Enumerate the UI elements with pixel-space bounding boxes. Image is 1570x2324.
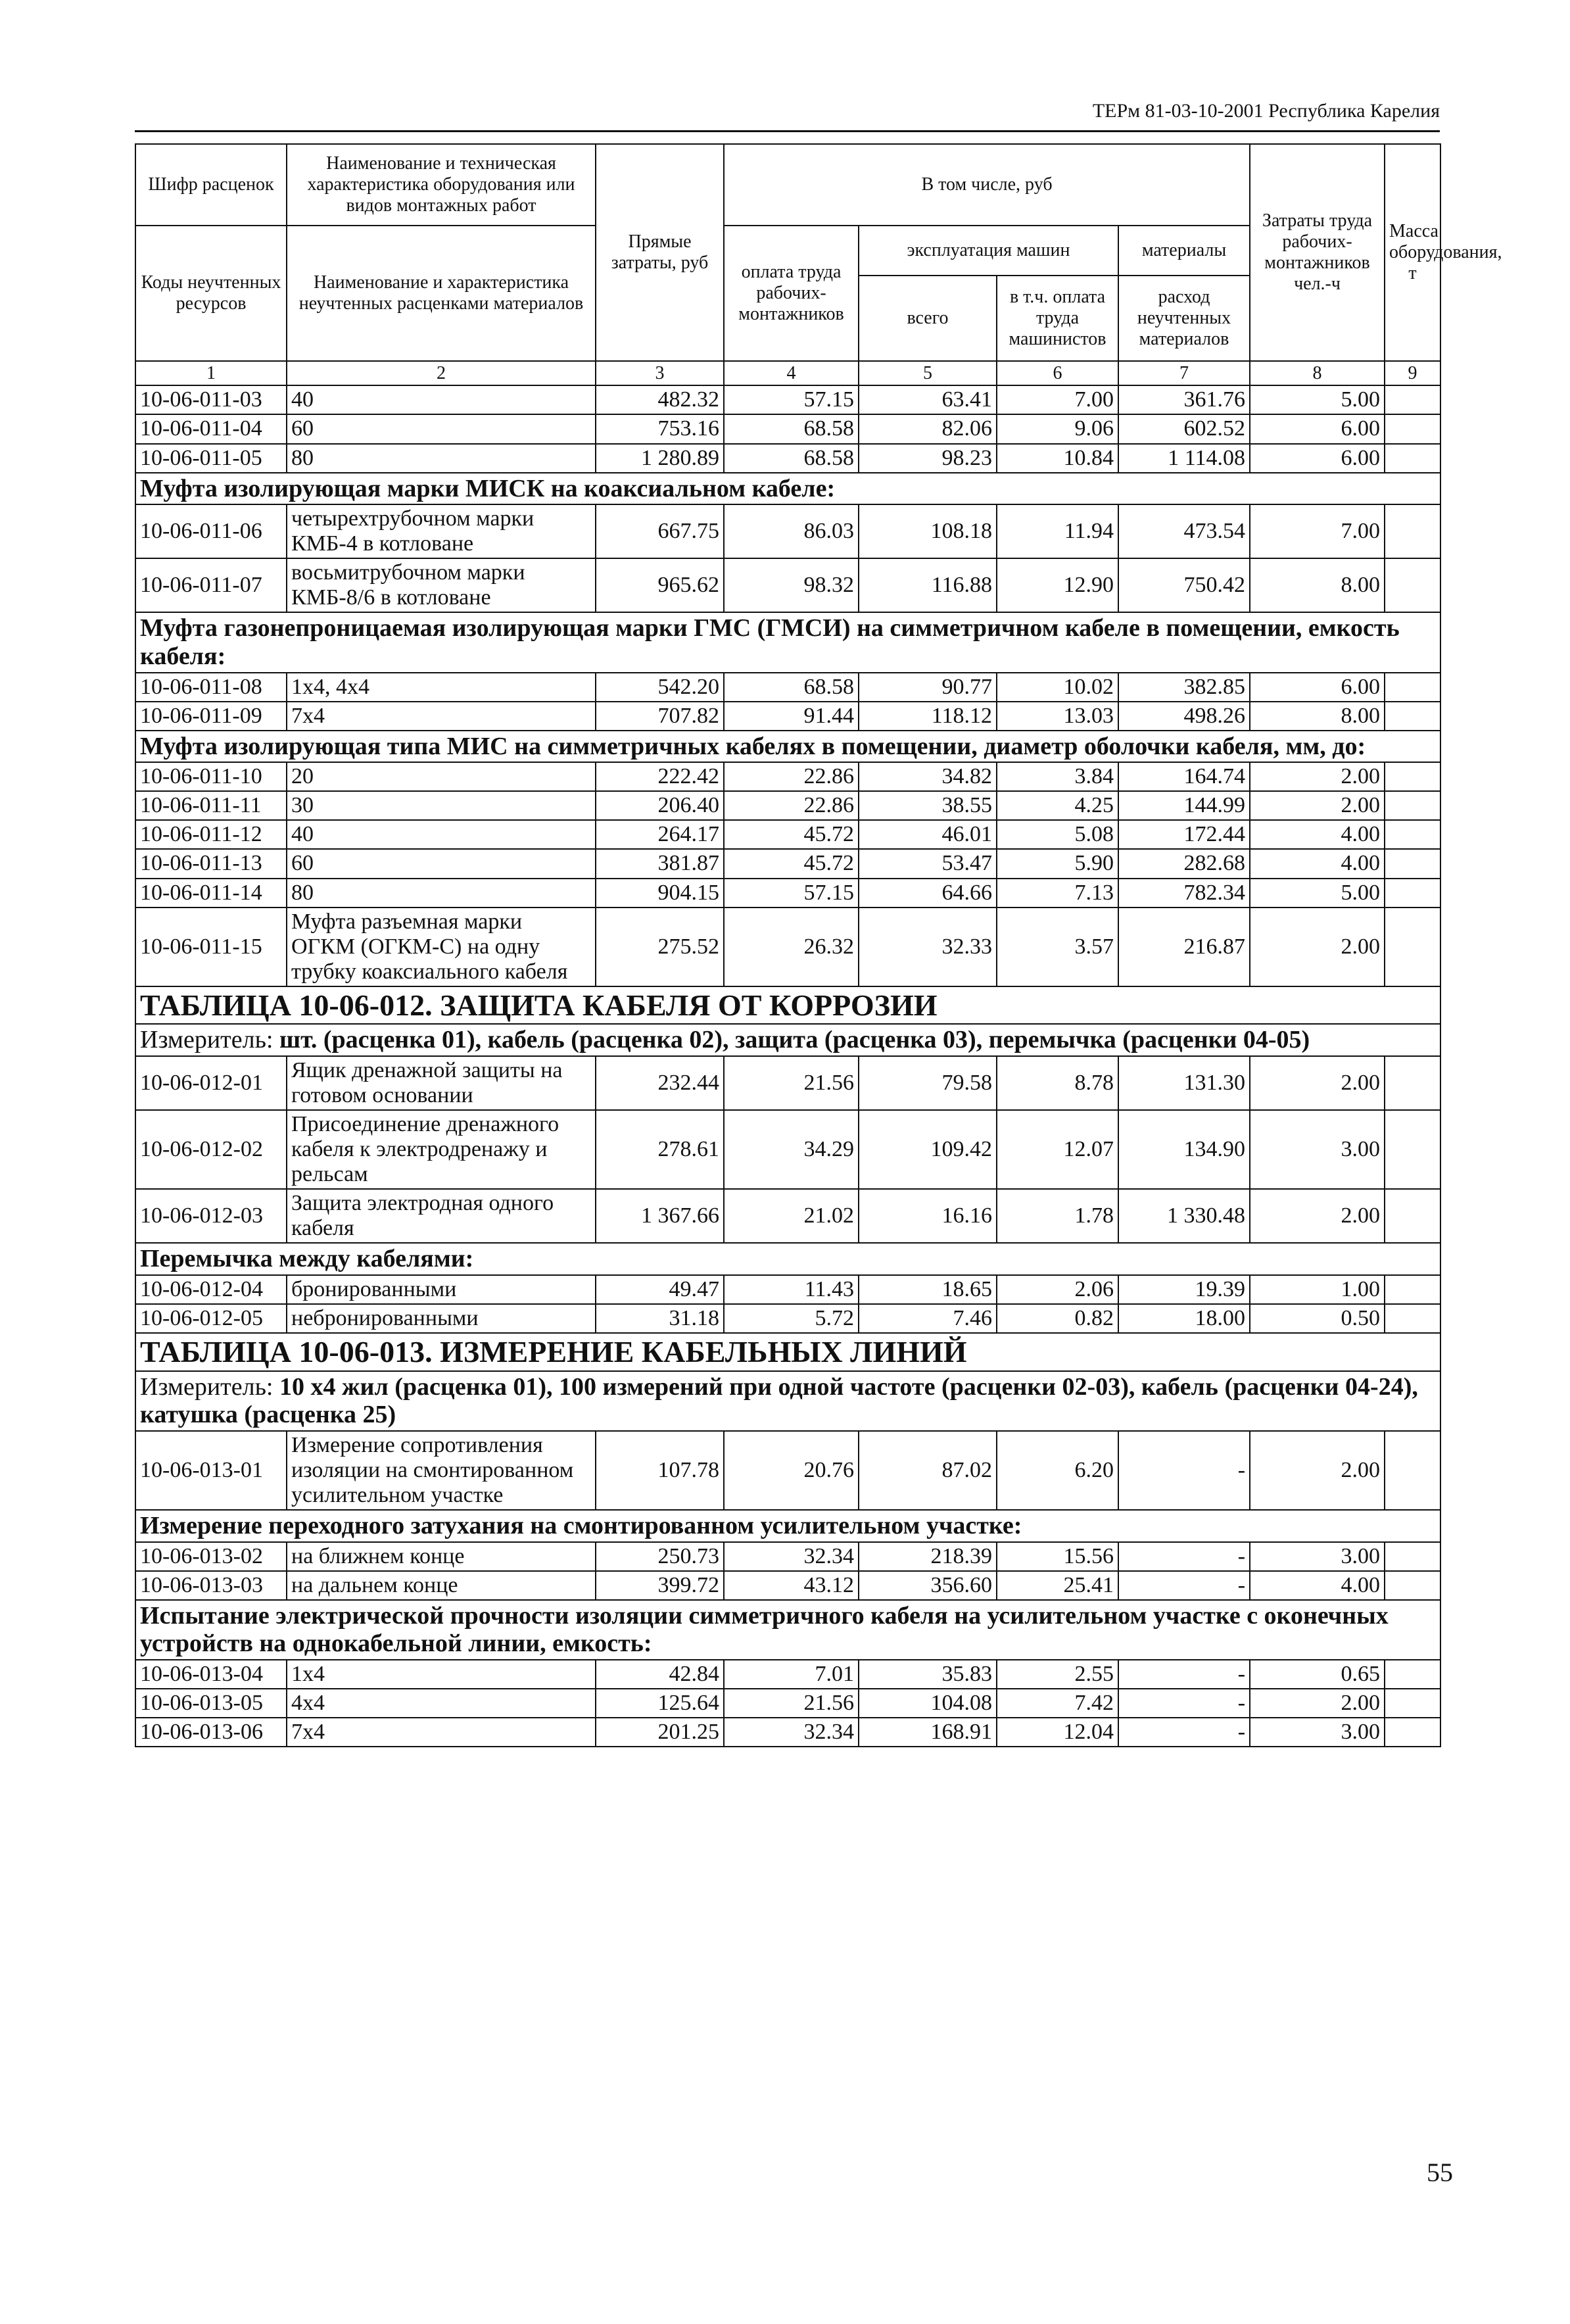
- rate-name: небронированными: [287, 1304, 596, 1333]
- table-row: [135, 849, 1440, 878]
- machines-wage: 1.78: [997, 1189, 1118, 1243]
- table-title: ТАБЛИЦА 10-06-012. ЗАЩИТА КАБЕЛЯ ОТ КОРРОЗИИ: [135, 986, 1440, 1025]
- machines-total: 82.06: [859, 414, 997, 443]
- machines-wage: 4.25: [997, 791, 1118, 820]
- materials-cost: 19.39: [1118, 1275, 1250, 1304]
- mass-value: [1385, 414, 1440, 443]
- header-materials: материалы: [1118, 226, 1250, 276]
- rate-code: 10-06-011-03: [135, 385, 287, 414]
- machines-wage: 3.57: [997, 908, 1118, 986]
- rate-name: восьмитрубочном марки КМБ-8/6 в котловане: [287, 558, 596, 612]
- machines-total: 46.01: [859, 820, 997, 849]
- rate-code: 10-06-012-03: [135, 1189, 287, 1243]
- machines-wage: 10.02: [997, 673, 1118, 702]
- mass-value: [1385, 504, 1440, 558]
- header-name-top: Наименование и техническая характеристика оборудования или видов монтажных работ: [287, 144, 596, 226]
- mass-value: [1385, 1304, 1440, 1333]
- labor-cost: 8.00: [1250, 702, 1385, 731]
- machines-wage: 5.08: [997, 820, 1118, 849]
- labor-cost: 2.00: [1250, 762, 1385, 791]
- machines-wage: 7.13: [997, 879, 1118, 908]
- rate-name: Измерение сопротивления изоляции на смонтированном усилительном участке: [287, 1431, 596, 1510]
- colnum: 1: [135, 361, 287, 385]
- materials-cost: 473.54: [1118, 504, 1250, 558]
- meter-text: шт. (расценка 01), кабель (расценка 02), защита (расценка 03), перемычка (расценки 04-05): [279, 1026, 1310, 1054]
- labor-cost: 2.00: [1250, 1056, 1385, 1110]
- materials-cost: -: [1118, 1718, 1250, 1747]
- materials-cost: -: [1118, 1689, 1250, 1718]
- machines-wage: 0.82: [997, 1304, 1118, 1333]
- machines-total: 87.02: [859, 1431, 997, 1510]
- labor-cost: 3.00: [1250, 1110, 1385, 1189]
- page-header: ТЕРм 81-03-10-2001 Республика Карелия: [1092, 100, 1440, 122]
- table-header: [135, 144, 1502, 385]
- table-row: [135, 673, 1440, 702]
- colnum: 2: [287, 361, 596, 385]
- labor-cost: 5.00: [1250, 385, 1385, 414]
- materials-cost: 164.74: [1118, 762, 1250, 791]
- rate-code: 10-06-013-06: [135, 1718, 287, 1747]
- mass-value: [1385, 673, 1440, 702]
- rate-name: 60: [287, 849, 596, 878]
- direct-cost: 965.62: [596, 558, 724, 612]
- rate-code: 10-06-011-12: [135, 820, 287, 849]
- rate-name: 7х4: [287, 702, 596, 731]
- column-numbers-row: [135, 361, 1440, 385]
- table-row: [135, 791, 1440, 820]
- materials-cost: 1 114.08: [1118, 444, 1250, 473]
- mass-value: [1385, 1542, 1440, 1571]
- mass-value: [1385, 558, 1440, 612]
- table-row: [135, 1542, 1440, 1571]
- machines-wage: 11.94: [997, 504, 1118, 558]
- wage-cost: 21.02: [724, 1189, 859, 1243]
- direct-cost: 222.42: [596, 762, 724, 791]
- header-incl: В том числе, руб: [724, 144, 1250, 226]
- machines-total: 38.55: [859, 791, 997, 820]
- wage-cost: 22.86: [724, 791, 859, 820]
- rate-name: четырехтрубочном марки КМБ-4 в котловане: [287, 504, 596, 558]
- rate-name: на ближнем конце: [287, 1542, 596, 1571]
- machines-wage: 8.78: [997, 1056, 1118, 1110]
- machines-total: 108.18: [859, 504, 997, 558]
- wage-cost: 68.58: [724, 673, 859, 702]
- header-direct: Прямые затраты, руб: [596, 144, 724, 361]
- rate-name: 30: [287, 791, 596, 820]
- machines-wage: 15.56: [997, 1542, 1118, 1571]
- materials-cost: -: [1118, 1431, 1250, 1510]
- colnum: 6: [997, 361, 1118, 385]
- materials-cost: 131.30: [1118, 1056, 1250, 1110]
- table-row: [135, 1660, 1440, 1689]
- rate-code: 10-06-013-01: [135, 1431, 287, 1510]
- rate-name: 80: [287, 444, 596, 473]
- machines-total: 32.33: [859, 908, 997, 986]
- colnum: 4: [724, 361, 859, 385]
- machines-wage: 3.84: [997, 762, 1118, 791]
- direct-cost: 264.17: [596, 820, 724, 849]
- machines-total: 53.47: [859, 849, 997, 878]
- table-row: [135, 558, 1440, 612]
- header-name-bottom: Наименование и характеристика неучтенных расценками материалов: [287, 226, 596, 361]
- machines-wage: 7.00: [997, 385, 1118, 414]
- header-code-top: Шифр расценок: [135, 144, 287, 226]
- table-row: [135, 1189, 1440, 1243]
- labor-cost: 6.00: [1250, 414, 1385, 443]
- section-row: [135, 473, 1440, 505]
- wage-cost: 43.12: [724, 1571, 859, 1600]
- machines-wage: 12.04: [997, 1718, 1118, 1747]
- rate-name: 40: [287, 385, 596, 414]
- wage-cost: 45.72: [724, 820, 859, 849]
- table-body: [135, 385, 1440, 1747]
- rate-name: Ящик дренажной защиты на готовом основании: [287, 1056, 596, 1110]
- direct-cost: 31.18: [596, 1304, 724, 1333]
- direct-cost: 707.82: [596, 702, 724, 731]
- labor-cost: 4.00: [1250, 849, 1385, 878]
- rate-code: 10-06-013-02: [135, 1542, 287, 1571]
- wage-cost: 57.15: [724, 385, 859, 414]
- wage-cost: 22.86: [724, 762, 859, 791]
- mass-value: [1385, 1431, 1440, 1510]
- table-row: [135, 762, 1440, 791]
- section-heading: Муфта изолирующая типа МИС на симметричных кабелях в помещении, диаметр оболочки кабеля, мм, до:: [135, 731, 1440, 763]
- machines-wage: 10.84: [997, 444, 1118, 473]
- section-row: [135, 1600, 1440, 1660]
- labor-cost: 4.00: [1250, 1571, 1385, 1600]
- labor-cost: 6.00: [1250, 673, 1385, 702]
- rate-name: на дальнем конце: [287, 1571, 596, 1600]
- direct-cost: 206.40: [596, 791, 724, 820]
- labor-cost: 2.00: [1250, 908, 1385, 986]
- machines-wage: 5.90: [997, 849, 1118, 878]
- direct-cost: 381.87: [596, 849, 724, 878]
- colnum: 7: [1118, 361, 1250, 385]
- meter-row: [135, 1371, 1440, 1431]
- table-title-row: [135, 1333, 1440, 1371]
- mass-value: [1385, 762, 1440, 791]
- section-heading: Перемычка между кабелями:: [135, 1243, 1440, 1275]
- rate-code: 10-06-011-09: [135, 702, 287, 731]
- materials-cost: 382.85: [1118, 673, 1250, 702]
- direct-cost: 232.44: [596, 1056, 724, 1110]
- machines-wage: 2.06: [997, 1275, 1118, 1304]
- mass-value: [1385, 1718, 1440, 1747]
- rate-name: 1х4: [287, 1660, 596, 1689]
- machines-wage: 13.03: [997, 702, 1118, 731]
- header-labor: Затраты труда рабочих-монтажников чел.-ч: [1250, 144, 1385, 361]
- machines-total: 104.08: [859, 1689, 997, 1718]
- machines-total: 116.88: [859, 558, 997, 612]
- mass-value: [1385, 444, 1440, 473]
- colnum: 9: [1385, 361, 1440, 385]
- rate-code: 10-06-011-08: [135, 673, 287, 702]
- machines-wage: 9.06: [997, 414, 1118, 443]
- table-row: [135, 879, 1440, 908]
- wage-cost: 5.72: [724, 1304, 859, 1333]
- table-row: [135, 1275, 1440, 1304]
- mass-value: [1385, 791, 1440, 820]
- colnum: 8: [1250, 361, 1385, 385]
- labor-cost: 7.00: [1250, 504, 1385, 558]
- machines-total: 356.60: [859, 1571, 997, 1600]
- table-row: [135, 504, 1440, 558]
- wage-cost: 7.01: [724, 1660, 859, 1689]
- rate-code: 10-06-011-04: [135, 414, 287, 443]
- table-row: [135, 1689, 1440, 1718]
- header-materials-unaccounted: расход неучтенных материалов: [1118, 276, 1250, 361]
- wage-cost: 98.32: [724, 558, 859, 612]
- mass-value: [1385, 1056, 1440, 1110]
- table-row: [135, 1110, 1440, 1189]
- machines-total: 35.83: [859, 1660, 997, 1689]
- machines-total: 168.91: [859, 1718, 997, 1747]
- rate-code: 10-06-011-07: [135, 558, 287, 612]
- machines-wage: 12.07: [997, 1110, 1118, 1189]
- rate-name: 7х4: [287, 1718, 596, 1747]
- meter-label: Измеритель:: [140, 1372, 274, 1401]
- rate-code: 10-06-012-01: [135, 1056, 287, 1110]
- machines-total: 109.42: [859, 1110, 997, 1189]
- machines-total: 118.12: [859, 702, 997, 731]
- page-number: 55: [1427, 2158, 1453, 2187]
- wage-cost: 34.29: [724, 1110, 859, 1189]
- table-row: [135, 1571, 1440, 1600]
- wage-cost: 57.15: [724, 879, 859, 908]
- labor-cost: 4.00: [1250, 820, 1385, 849]
- rate-code: 10-06-013-04: [135, 1660, 287, 1689]
- wage-cost: 91.44: [724, 702, 859, 731]
- rate-name: 80: [287, 879, 596, 908]
- colnum: 3: [596, 361, 724, 385]
- materials-cost: 361.76: [1118, 385, 1250, 414]
- direct-cost: 904.15: [596, 879, 724, 908]
- rate-code: 10-06-011-15: [135, 908, 287, 986]
- wage-cost: 21.56: [724, 1689, 859, 1718]
- header-machines: эксплуатация машин: [859, 226, 1118, 276]
- table-row: [135, 702, 1440, 731]
- rate-code: 10-06-013-05: [135, 1689, 287, 1718]
- rate-code: 10-06-011-11: [135, 791, 287, 820]
- materials-cost: -: [1118, 1542, 1250, 1571]
- rate-code: 10-06-011-10: [135, 762, 287, 791]
- machines-wage: 2.55: [997, 1660, 1118, 1689]
- mass-value: [1385, 849, 1440, 878]
- wage-cost: 21.56: [724, 1056, 859, 1110]
- materials-cost: 602.52: [1118, 414, 1250, 443]
- rate-code: 10-06-011-13: [135, 849, 287, 878]
- wage-cost: 86.03: [724, 504, 859, 558]
- rate-name: 1х4, 4х4: [287, 673, 596, 702]
- colnum: 5: [859, 361, 997, 385]
- labor-cost: 6.00: [1250, 444, 1385, 473]
- mass-value: [1385, 702, 1440, 731]
- machines-total: 218.39: [859, 1542, 997, 1571]
- labor-cost: 2.00: [1250, 791, 1385, 820]
- table-row: [135, 385, 1440, 414]
- section-heading: Испытание электрической прочности изоляции симметричного кабеля на усилительном участке с оконечных устройств на однокабельной линии, емкость:: [135, 1600, 1440, 1660]
- table-row: [135, 908, 1440, 986]
- table-row: [135, 1056, 1440, 1110]
- wage-cost: 68.58: [724, 414, 859, 443]
- rate-name: бронированными: [287, 1275, 596, 1304]
- direct-cost: 250.73: [596, 1542, 724, 1571]
- materials-cost: 750.42: [1118, 558, 1250, 612]
- rate-name: 60: [287, 414, 596, 443]
- mass-value: [1385, 385, 1440, 414]
- rate-code: 10-06-013-03: [135, 1571, 287, 1600]
- direct-cost: 1 280.89: [596, 444, 724, 473]
- direct-cost: 107.78: [596, 1431, 724, 1510]
- section-row: [135, 1243, 1440, 1275]
- materials-cost: 134.90: [1118, 1110, 1250, 1189]
- direct-cost: 1 367.66: [596, 1189, 724, 1243]
- header-wage: оплата труда рабочих-монтажников: [724, 226, 859, 361]
- mass-value: [1385, 908, 1440, 986]
- machines-wage: 6.20: [997, 1431, 1118, 1510]
- meter-line: [135, 1371, 1440, 1431]
- machines-total: 63.41: [859, 385, 997, 414]
- wage-cost: 32.34: [724, 1718, 859, 1747]
- rate-code: 10-06-011-06: [135, 504, 287, 558]
- machines-total: 90.77: [859, 673, 997, 702]
- direct-cost: 542.20: [596, 673, 724, 702]
- rate-code: 10-06-012-02: [135, 1110, 287, 1189]
- mass-value: [1385, 1275, 1440, 1304]
- rate-name: 40: [287, 820, 596, 849]
- wage-cost: 68.58: [724, 444, 859, 473]
- header-mass: Масса оборудования, т: [1385, 144, 1440, 361]
- machines-total: 18.65: [859, 1275, 997, 1304]
- wage-cost: 32.34: [724, 1542, 859, 1571]
- rate-code: 10-06-011-05: [135, 444, 287, 473]
- mass-value: [1385, 1571, 1440, 1600]
- direct-cost: 667.75: [596, 504, 724, 558]
- materials-cost: -: [1118, 1660, 1250, 1689]
- table-title: ТАБЛИЦА 10-06-013. ИЗМЕРЕНИЕ КАБЕЛЬНЫХ ЛИНИЙ: [135, 1333, 1440, 1371]
- direct-cost: 275.52: [596, 908, 724, 986]
- materials-cost: 782.34: [1118, 879, 1250, 908]
- machines-total: 64.66: [859, 879, 997, 908]
- rates-table: [135, 143, 1502, 1747]
- rate-code: 10-06-012-04: [135, 1275, 287, 1304]
- labor-cost: 3.00: [1250, 1542, 1385, 1571]
- machines-wage: 25.41: [997, 1571, 1118, 1600]
- table-row: [135, 414, 1440, 443]
- labor-cost: 0.50: [1250, 1304, 1385, 1333]
- labor-cost: 5.00: [1250, 879, 1385, 908]
- machines-total: 7.46: [859, 1304, 997, 1333]
- materials-cost: 282.68: [1118, 849, 1250, 878]
- section-row: [135, 731, 1440, 763]
- header-code-bottom: Коды неучтенных ресурсов: [135, 226, 287, 361]
- machines-total: 98.23: [859, 444, 997, 473]
- rate-code: 10-06-011-14: [135, 879, 287, 908]
- wage-cost: 26.32: [724, 908, 859, 986]
- rate-name: Муфта разъемная марки ОГКМ (ОГКМ-С) на одну трубку коаксиального кабеля: [287, 908, 596, 986]
- table-title-row: [135, 986, 1440, 1025]
- materials-cost: 498.26: [1118, 702, 1250, 731]
- direct-cost: 125.64: [596, 1689, 724, 1718]
- section-heading: Муфта изолирующая марки МИСК на коаксиальном кабеле:: [135, 473, 1440, 505]
- meter-label: Измеритель:: [140, 1026, 274, 1054]
- direct-cost: 482.32: [596, 385, 724, 414]
- materials-cost: 18.00: [1118, 1304, 1250, 1333]
- rate-code: 10-06-012-05: [135, 1304, 287, 1333]
- labor-cost: 0.65: [1250, 1660, 1385, 1689]
- table-row: [135, 1718, 1440, 1747]
- section-heading: Муфта газонепроницаемая изолирующая марки ГМС (ГМСИ) на симметричном кабеле в помещении, емкость кабеля:: [135, 612, 1440, 672]
- wage-cost: 45.72: [724, 849, 859, 878]
- section-row: [135, 1510, 1440, 1542]
- mass-value: [1385, 1189, 1440, 1243]
- labor-cost: 2.00: [1250, 1689, 1385, 1718]
- direct-cost: 278.61: [596, 1110, 724, 1189]
- labor-cost: 2.00: [1250, 1431, 1385, 1510]
- table-row: [135, 1431, 1440, 1510]
- section-row: [135, 612, 1440, 672]
- meter-line: [135, 1024, 1440, 1056]
- materials-cost: 216.87: [1118, 908, 1250, 986]
- direct-cost: 753.16: [596, 414, 724, 443]
- machines-wage: 12.90: [997, 558, 1118, 612]
- rate-name: Присоединение дренажного кабеля к электродренажу и рельсам: [287, 1110, 596, 1189]
- document-body: [135, 143, 1502, 1747]
- machines-total: 34.82: [859, 762, 997, 791]
- machines-total: 16.16: [859, 1189, 997, 1243]
- table-row: [135, 820, 1440, 849]
- rate-name: Защита электродная одного кабеля: [287, 1189, 596, 1243]
- wage-cost: 11.43: [724, 1275, 859, 1304]
- direct-cost: 399.72: [596, 1571, 724, 1600]
- materials-cost: 172.44: [1118, 820, 1250, 849]
- machines-total: 79.58: [859, 1056, 997, 1110]
- mass-value: [1385, 820, 1440, 849]
- machines-wage: 7.42: [997, 1689, 1118, 1718]
- meter-row: [135, 1024, 1440, 1056]
- direct-cost: 42.84: [596, 1660, 724, 1689]
- header-machines-wage: в т.ч. оплата труда машинистов: [997, 276, 1118, 361]
- rate-name: 4х4: [287, 1689, 596, 1718]
- table-row: [135, 1304, 1440, 1333]
- materials-cost: 144.99: [1118, 791, 1250, 820]
- labor-cost: 1.00: [1250, 1275, 1385, 1304]
- meter-text: 10 х4 жил (расценка 01), 100 измерений при одной частоте (расценки 02-03), кабель (расценки 04-24), катушка (расценка 25): [140, 1372, 1418, 1429]
- rate-name: 20: [287, 762, 596, 791]
- mass-value: [1385, 1660, 1440, 1689]
- labor-cost: 3.00: [1250, 1718, 1385, 1747]
- section-heading: Измерение переходного затухания на смонтированном усилительном участке:: [135, 1510, 1440, 1542]
- materials-cost: 1 330.48: [1118, 1189, 1250, 1243]
- direct-cost: 201.25: [596, 1718, 724, 1747]
- wage-cost: 20.76: [724, 1431, 859, 1510]
- header-machines-total: всего: [859, 276, 997, 361]
- table-row: [135, 444, 1440, 473]
- header-rule: [135, 130, 1440, 132]
- mass-value: [1385, 1110, 1440, 1189]
- direct-cost: 49.47: [596, 1275, 724, 1304]
- materials-cost: -: [1118, 1571, 1250, 1600]
- labor-cost: 2.00: [1250, 1189, 1385, 1243]
- labor-cost: 8.00: [1250, 558, 1385, 612]
- mass-value: [1385, 879, 1440, 908]
- mass-value: [1385, 1689, 1440, 1718]
